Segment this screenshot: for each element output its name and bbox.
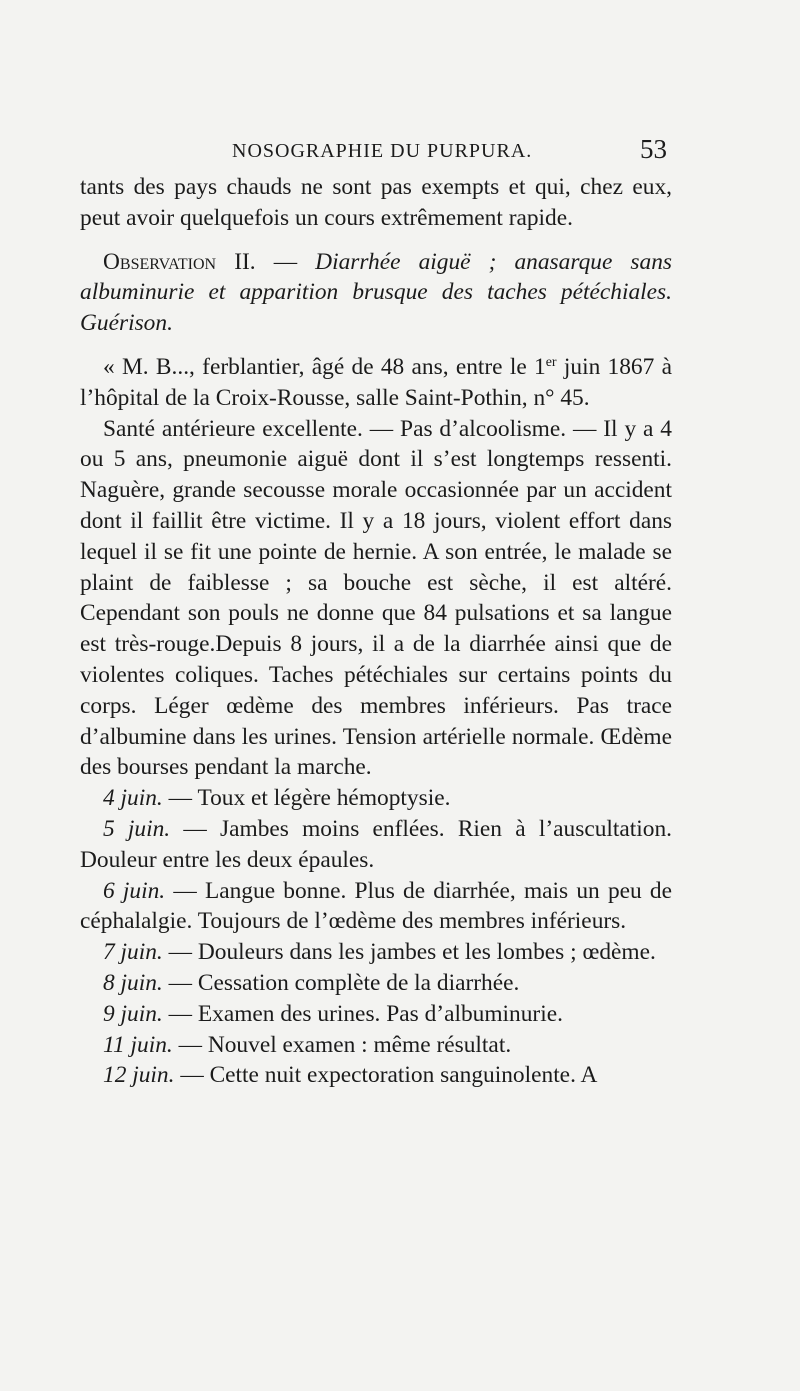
page-number: 53 — [640, 134, 667, 164]
entry-date: 4 juin. — [103, 785, 163, 812]
observation-heading — [80, 247, 672, 339]
history-paragraph: Santé antérieure excellente. — Pas d’alcoolisme. — Il y a 4 ou 5 ans, pneumonie aiguë dont il s’est longtemps ressenti. Naguère, grande secousse morale occasionnée par un accident dont il faillit être victime. Il y a 18 jours, violent effort dans lequel il se fit une pointe de hernie. A son entrée, le malade se plaint de faiblesse ; sa bouche est sèche, il est altéré. Cependant son pouls ne donne que 84 pulsations et sa langue est très-rouge.Depuis 8 jours, il a de la diarrhée ainsi que de violentes coliques. Taches pétéchiales sur certains points du corps. Léger œdème des membres inférieurs. Pas trace d’albumine dans les urines. Tension artérielle normale. Œdème des bourses pendant la marche. — [80, 415, 672, 781]
entry-paragraph — [80, 937, 672, 968]
entry-date: 7 juin. — [103, 939, 163, 966]
entry-text: — Nouvel examen : même résultat. — [172, 1031, 512, 1058]
case-intro-end: juin 1867 à l’hôpital de la Croix-Rousse, salle Saint-Pothin, n° 45. — [80, 353, 672, 411]
entry-date: 8 juin. — [103, 969, 163, 996]
entry-paragraph — [80, 999, 672, 1030]
entry-paragraph — [80, 968, 672, 999]
case-intro-paragraph — [80, 352, 672, 414]
observation-number: II. — [234, 248, 256, 275]
observation-title: Diarrhée aiguë ; anasarque sans albuminurie et apparition brusque des taches pétéchiales. Guérison. — [80, 248, 672, 337]
case-intro-start: « M. B..., ferblantier, âgé de 48 ans, entre le 1 — [103, 353, 546, 380]
entry-date: 12 juin. — [103, 1062, 175, 1089]
entry-text: — Douleurs dans les jambes et les lombes ; œdème. — [162, 939, 656, 966]
entry-text: — Examen des urines. Pas d’albuminurie. — [162, 1000, 563, 1027]
entry-paragraph — [80, 876, 672, 938]
running-title: NOSOGRAPHIE DU PURPURA. — [232, 140, 533, 162]
entry-text: — Cessation complète de la diarrhée. — [162, 969, 520, 996]
case-intro-sup: er — [545, 354, 557, 370]
intro-paragraph: tants des pays chauds ne sont pas exempts et qui, chez eux, peut avoir quelquefois un cours extrêmement rapide. — [80, 174, 672, 231]
body-text — [80, 172, 672, 1091]
page-header — [0, 134, 800, 166]
entry-date: 5 juin. — [103, 815, 171, 842]
entry-text: — Toux et légère hémoptysie. — [162, 785, 451, 812]
observation-dash: — — [255, 248, 316, 275]
entry-paragraph — [80, 1060, 672, 1091]
entry-paragraph — [80, 814, 672, 876]
entry-text: — Langue bonne. Plus de diarrhée, mais un peu de céphalalgie. Toujours de l’œdème des membres inférieurs. — [80, 877, 672, 935]
observation-label: Observation — [103, 248, 217, 275]
entry-date: 9 juin. — [103, 1000, 163, 1027]
entry-text: — Cette nuit expectoration sanguinolente. A — [174, 1062, 598, 1089]
entry-text: — Jambes moins enflées. Rien à l’auscultation. Douleur entre les deux épaules. — [80, 815, 673, 873]
entry-paragraph — [80, 783, 672, 814]
entry-paragraph — [80, 1030, 672, 1061]
entry-date: 6 juin. — [103, 877, 166, 904]
entry-date: 11 juin. — [103, 1031, 173, 1058]
